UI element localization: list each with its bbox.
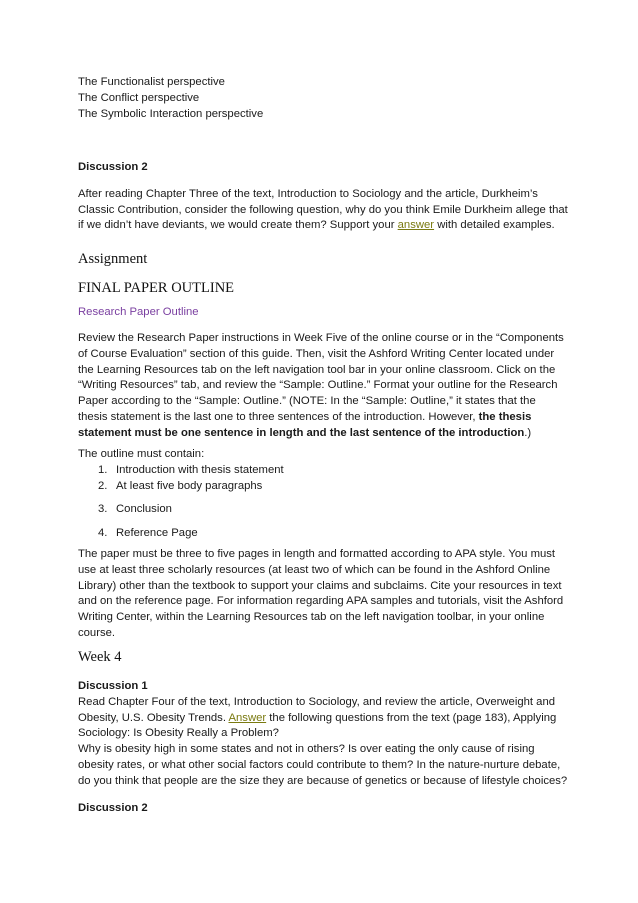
perspective-item: The Functionalist perspective bbox=[78, 76, 225, 88]
list-item bbox=[78, 463, 568, 479]
list-item bbox=[78, 526, 568, 542]
week-heading: Week 4 bbox=[78, 649, 122, 665]
discussion-2-section bbox=[78, 160, 568, 234]
assignment-section bbox=[78, 250, 568, 321]
perspective-item: The Symbolic Interaction perspective bbox=[78, 107, 264, 120]
list-item bbox=[78, 502, 568, 518]
list-number: 2. bbox=[98, 479, 108, 492]
discussion-1-text bbox=[78, 695, 568, 742]
discussion-heading: Discussion 2 bbox=[78, 161, 148, 173]
outline-must-contain: The outline must contain: bbox=[78, 448, 205, 460]
review-text bbox=[78, 331, 568, 442]
review-text-part: .) bbox=[524, 426, 532, 439]
discussion-text-part: with detailed examples. bbox=[434, 219, 555, 232]
discussion-text bbox=[78, 187, 568, 234]
outline-contents bbox=[78, 447, 568, 542]
outline-list bbox=[78, 463, 568, 542]
perspectives-list bbox=[78, 75, 568, 122]
discussion-1-questions: Why is obesity high in some states and not in others? Is over eating the only cause of rising obesity rates, or what other social factors could contribute to them? In the nature-nurture debate, do you think that people are the size they are because of genetics or because of lifestyle choices? bbox=[78, 743, 568, 787]
research-paper-outline-link[interactable]: Research Paper Outline bbox=[78, 306, 199, 318]
answer-link[interactable]: Answer bbox=[228, 711, 267, 724]
discussion-text-part: the following questions from the text (page 183), Applying Sociology: Is Obesity Really a Problem? bbox=[78, 711, 557, 740]
perspective-item: The Conflict perspective bbox=[78, 91, 200, 104]
discussion-text-part: Read Chapter Four of the text, Introduction to Sociology, and review the article, Overweight and Obesity, U.S. Obesity Trends. bbox=[78, 695, 556, 724]
review-bold-text: the thesis statement must be one sentence in length and the last sentence of the introduction bbox=[78, 410, 532, 439]
list-item-text: Reference Page bbox=[116, 527, 198, 540]
review-text-part: Review the Research Paper instructions in Week Five of the online course or in the “Components of Course Evaluation” section of this guide. Then, visit the Ashford Writing Center located under the Learning Resources tab on the left navigation tool bar in your online classroom. Click on the “Writing Resources” tab, and review the “Sample: Outline.” Format your outline for the Research Paper according to the “Sample: Outline.” (NOTE: In the “Sample: Outline,” it states that the thesis statement is the last one to three sentences of the introduction. However, bbox=[78, 332, 564, 423]
review-instructions bbox=[78, 331, 568, 442]
list-number: 3. bbox=[98, 503, 108, 516]
assignment-heading: Assignment bbox=[78, 251, 148, 267]
list-number: 1. bbox=[98, 463, 108, 476]
discussion-text-part: After reading Chapter Three of the text, Introduction to Sociology and the article, Durkheim’s Classic Contribution, consider the following question, why do you think Emile Durkheim allege that if we didn’t have deviants, we would create them? Support your bbox=[78, 187, 568, 232]
list-item-text: Conclusion bbox=[116, 503, 172, 516]
list-number: 4. bbox=[98, 527, 108, 540]
discussion-2-heading: Discussion 2 bbox=[78, 801, 148, 814]
paper-requirements bbox=[78, 547, 568, 642]
list-item-text: At least five body paragraphs bbox=[116, 479, 263, 492]
discussion-1-heading: Discussion 1 bbox=[78, 680, 148, 692]
final-paper-outline-heading: FINAL PAPER OUTLINE bbox=[78, 280, 235, 296]
list-item bbox=[78, 479, 568, 495]
list-item-text: Introduction with thesis statement bbox=[116, 463, 284, 476]
paper-requirements-text: The paper must be three to five pages in length and formatted according to APA style. You must use at least three scholarly resources (at least two of which can be found in the Ashford Online Library) other than the textbook to support your claims and subclaims. Cite your resources in text and on the reference page. For information regarding APA samples and tutorials, visit the Ashford Writing Center, within the Learning Resources tab on the left navigation toolbar, in your online course. bbox=[78, 548, 564, 639]
answer-link[interactable]: answer bbox=[397, 219, 435, 232]
week-4-section bbox=[78, 648, 568, 816]
